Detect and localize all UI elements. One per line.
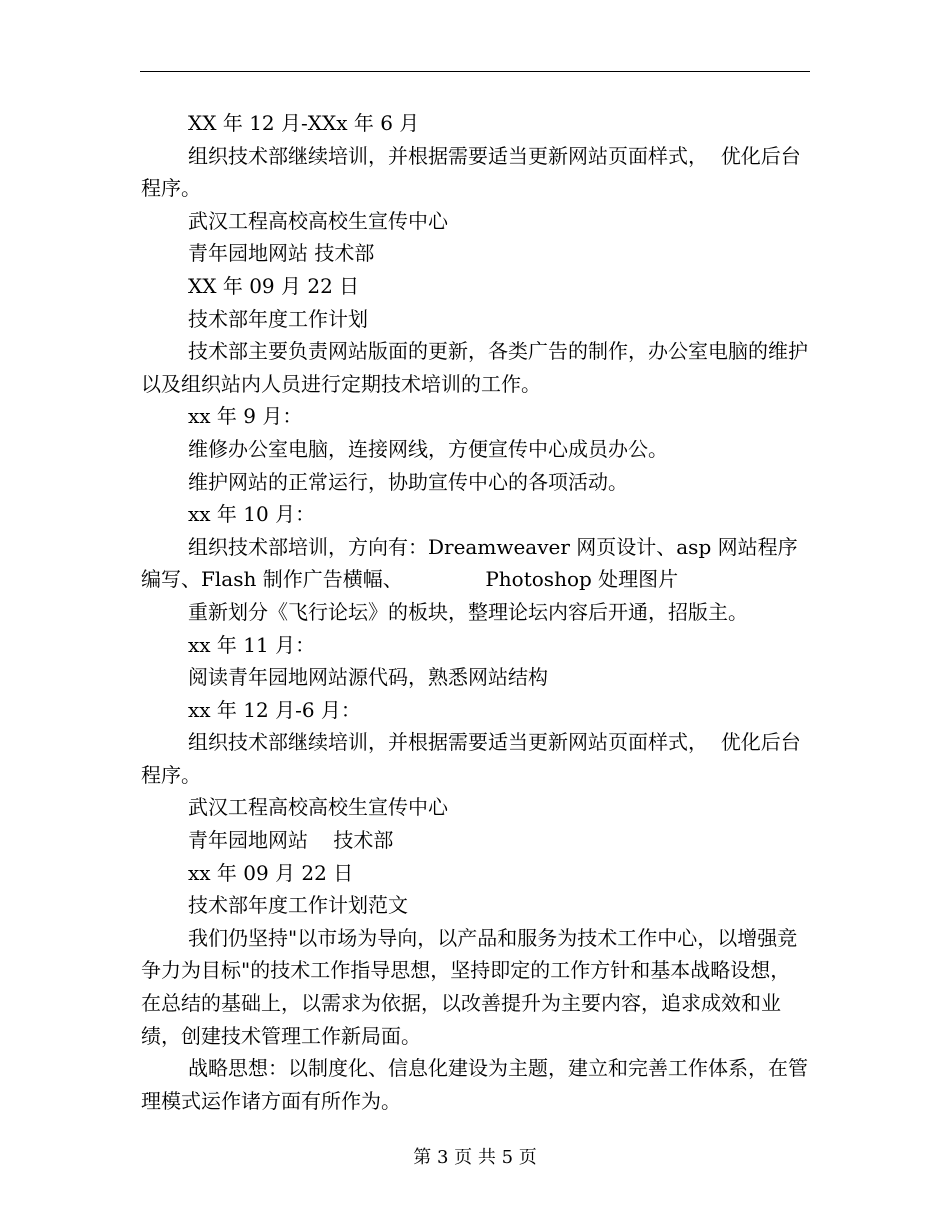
paragraph: 阅读青年园地网站源代码，熟悉网站结构 — [188, 665, 548, 690]
paragraph: XX 年 12 月-XXx 年 6 月 — [188, 111, 420, 135]
paragraph: xx 年 12 月-6 月： — [188, 697, 361, 722]
paragraph: 武汉工程高校高校生宣传中心 — [188, 208, 448, 233]
paragraph: 战略思想：以制度化、信息化建设为主题，建立和完善工作体系，在管理模式运作诸方面有所作为。 — [141, 1056, 808, 1113]
paragraph: xx 年 11 月： — [188, 632, 316, 657]
paragraph: 组织技术部继续培训，并根据需要适当更新网站页面样式， 优化后台程序。 — [141, 730, 801, 787]
paragraph: 维修办公室电脑，连接网线，方便宣传中心成员办公。 — [188, 436, 668, 461]
section-heading: 技术部年度工作计划范文 — [188, 893, 408, 918]
section-heading: 技术部年度工作计划 — [188, 306, 368, 331]
paragraph: xx 年 9 月： — [188, 404, 303, 429]
document-body — [141, 107, 809, 1117]
paragraph: 青年园地网站 技术部 — [188, 241, 375, 266]
paragraph: XX 年 09 月 22 日 — [188, 273, 360, 298]
paragraph: 技术部主要负责网站版面的更新，各类广告的制作，办公室电脑的维护以及组织站内人员进行定期技术培训的工作。 — [141, 339, 808, 396]
page-number: 第 3 页 共 5 页 — [413, 1147, 537, 1168]
paragraph: 青年园地网站 技术部 — [188, 828, 394, 853]
header-rule — [140, 71, 810, 72]
paragraph: xx 年 10 月： — [188, 502, 316, 527]
paragraph: 组织技术部培训，方向有：Dreamweaver 网页设计、asp 网站程序编写、Flash 制作广告横幅、 Photoshop 处理图片 — [141, 534, 798, 592]
paragraph: xx 年 09 月 22 日 — [188, 860, 354, 885]
paragraph: 武汉工程高校高校生宣传中心 — [188, 795, 448, 820]
paragraph: 维护网站的正常运行，协助宣传中心的各项活动。 — [188, 469, 628, 494]
paragraph: 组织技术部继续培训，并根据需要适当更新网站页面样式， 优化后台程序。 — [141, 143, 801, 201]
paragraph: 我们仍坚持"以市场为导向，以产品和服务为技术工作中心，以增强竞争力为目标"的技术工作指导思想，坚持即定的工作方针和基本战略设想，在总结的基础上，以需求为依据，以改善提升为主要内容，追求成效和业绩，创建技术管理工作新局面。 — [141, 925, 798, 1048]
paragraph: 重新划分《飞行论坛》的板块，整理论坛内容后开通，招版主。 — [188, 599, 748, 624]
